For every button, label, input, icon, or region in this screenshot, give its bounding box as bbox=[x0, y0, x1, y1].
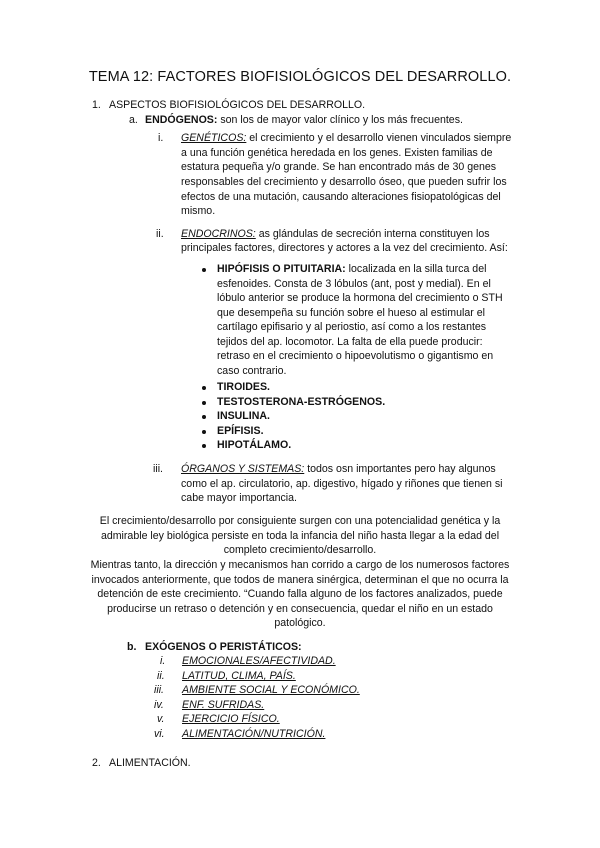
hipofisis-line-4: cartílago epifisario y al periostio, así como a los restantes bbox=[217, 321, 487, 333]
hipofisis-line-7: caso contrario. bbox=[217, 365, 287, 377]
exo-item-1: LATITUD, CLIMA, PAÍS. bbox=[182, 670, 296, 682]
exo-marker-2: iii. bbox=[154, 684, 165, 696]
paragraph-2-line-3: producirse un retraso o detención y en consecuencia, quedar el niño en un estado bbox=[107, 603, 493, 615]
exogenos-label: EXÓGENOS O PERISTÁTICOS: bbox=[145, 641, 302, 653]
organs-marker: iii. bbox=[153, 463, 164, 475]
exo-marker-5: vi. bbox=[154, 728, 165, 740]
endocrine-marker: ii. bbox=[156, 228, 164, 240]
hipofisis-text-0: localizada en la silla turca del bbox=[345, 263, 487, 275]
exo-marker-4: v. bbox=[157, 713, 165, 725]
hipofisis-line-5: tejidos del ap. locomotor. La falta de ella puede producir: bbox=[217, 336, 483, 348]
section-1-heading: ASPECTOS BIOFISIOLÓGICOS DEL DESARROLLO. bbox=[109, 99, 366, 111]
testosterona-label: TESTOSTERONA-ESTRÓGENOS. bbox=[217, 396, 386, 408]
genetic-label: GENÉTICOS: bbox=[181, 132, 247, 144]
section-2-number: 2. bbox=[92, 757, 101, 769]
paragraph-1-line-2: completo crecimiento/desarrollo. bbox=[223, 544, 377, 556]
item-a-line bbox=[145, 113, 463, 128]
paragraph-1-line-0: El crecimiento/desarrollo por consiguiente surgen con una potencialidad genética y la bbox=[99, 515, 501, 527]
bullet-dot-icon bbox=[202, 415, 206, 419]
item-b-marker: b. bbox=[127, 641, 137, 653]
genetic-line-1: a una función genética heredada en los genes. Existen familias de bbox=[181, 147, 493, 159]
paragraph-2-line-2: detención de este crecimiento. “Cuando falla alguno de los factores analizados, puede bbox=[97, 588, 503, 600]
exo-item-0: EMOCIONALES/AFECTIVIDAD. bbox=[182, 655, 336, 667]
organs-line-0 bbox=[181, 462, 496, 477]
item-a-marker: a. bbox=[129, 114, 138, 126]
section-1-number: 1. bbox=[92, 99, 101, 111]
exo-item-2: AMBIENTE SOCIAL Y ECONÓMICO. bbox=[182, 684, 360, 696]
bullet-dot-icon bbox=[202, 401, 206, 405]
endocrine-line-0 bbox=[181, 227, 490, 242]
bullet-dot-icon bbox=[202, 444, 206, 448]
insulina-label: INSULINA. bbox=[217, 410, 270, 422]
exo-item-4: EJERCICIO FÍSICO. bbox=[182, 713, 280, 725]
exo-marker-3: iv. bbox=[154, 699, 164, 711]
epifisis-label: EPÍFISIS. bbox=[217, 425, 264, 437]
paragraph-2-line-1: invocados anteriormente, que todos de manera sinérgica, determinan el que no ocurra la bbox=[91, 574, 509, 586]
hipotalamo-label: HIPOTÁLAMO. bbox=[217, 439, 292, 451]
genetic-text-0: el crecimiento y el desarrollo vienen vinculados siempre bbox=[246, 132, 512, 144]
genetic-line-3: responsables del crecimiento y desarrollo óseo, que pueden sufrir los bbox=[181, 176, 507, 188]
endogenos-text: son los de mayor valor clínico y los más frecuentes. bbox=[217, 114, 463, 126]
page-title: TEMA 12: FACTORES BIOFISIOLÓGICOS DEL DESARROLLO. bbox=[88, 69, 512, 85]
exo-marker-0: i. bbox=[160, 655, 166, 667]
paragraph-1-line-1: admirable ley biológica persiste en toda la infancia del niño hasta llegar a la edad del bbox=[100, 530, 500, 542]
exo-item-3: ENF. SUFRIDAS. bbox=[182, 699, 265, 711]
paragraph-2-line-0: Mientras tanto, la dirección y mecanismos han corrido a cargo de los numerosos factores bbox=[90, 559, 510, 571]
organs-line-2: cabe mayor importancia. bbox=[181, 492, 297, 504]
hipofisis-line-0 bbox=[217, 262, 486, 277]
exo-item-5: ALIMENTACIÓN/NUTRICIÓN. bbox=[182, 728, 326, 740]
organs-label: ÓRGANOS Y SISTEMAS: bbox=[181, 463, 305, 475]
hipofisis-line-1: esfenoides. Consta de 3 lóbulos (ant, post y medial). En el bbox=[217, 278, 491, 290]
genetic-line-5: mismo. bbox=[181, 205, 216, 217]
hipofisis-line-2: lóbulo anterior se produce la hormona del crecimiento o STH bbox=[217, 292, 503, 304]
endocrine-line-1: principales factores, directores y actores a la vez del crecimiento. Así: bbox=[181, 242, 508, 254]
organs-line-1: como el ap. circulatorio, ap. digestivo, hígado y riñones que tienen si bbox=[181, 478, 503, 490]
exo-marker-1: ii. bbox=[157, 670, 165, 682]
bullet-dot-icon bbox=[202, 386, 206, 390]
genetic-line-2: estatura pequeña y/o grande. Se han encontrado más de 30 genes bbox=[181, 161, 497, 173]
hipofisis-line-6: retraso en el crecimiento o hipoevolutismo o gigantismo en bbox=[217, 350, 494, 362]
endogenos-label: ENDÓGENOS: bbox=[145, 114, 218, 126]
endocrine-text-0: as glándulas de secreción interna constituyen los bbox=[255, 228, 490, 240]
paragraph-2-line-4: patológico. bbox=[274, 617, 326, 629]
section-2-heading: ALIMENTACIÓN. bbox=[109, 757, 191, 769]
endocrine-label: ENDOCRINOS: bbox=[181, 228, 256, 240]
bullet-dot-icon bbox=[202, 268, 206, 272]
organs-text-0: todos osn importantes pero hay algunos bbox=[304, 463, 496, 475]
tiroides-label: TIROIDES. bbox=[217, 381, 270, 393]
genetic-marker: i. bbox=[158, 132, 164, 144]
hipofisis-label: HIPÓFISIS O PITUITARIA: bbox=[217, 263, 346, 275]
hipofisis-line-3: que desempeña su función sobre el hueso al estimular el bbox=[217, 307, 485, 319]
bullet-dot-icon bbox=[202, 430, 206, 434]
genetic-line-4: efectos de una mutación, causando alteraciones fisiopatológicas del bbox=[181, 191, 501, 203]
genetic-line-0 bbox=[181, 131, 511, 146]
